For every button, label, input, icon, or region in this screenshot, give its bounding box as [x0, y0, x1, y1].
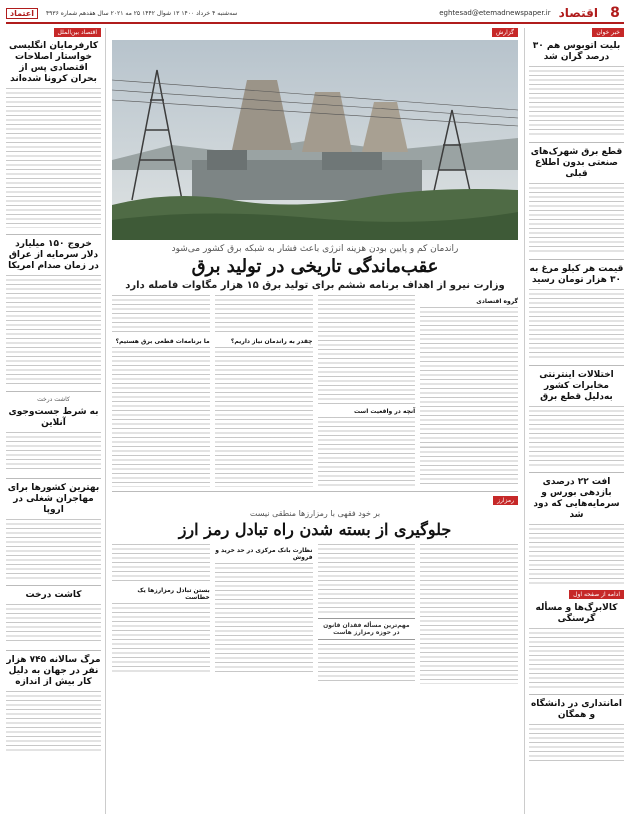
body-text: [529, 628, 624, 688]
body-text: [215, 563, 313, 673]
column-tag: اقتصاد بین‌الملل: [54, 28, 102, 37]
main-story-pretitle: راندمان کم و پایین بودن هزینه انرژی باعث فشار به شبکه برق کشور می‌شود: [171, 244, 459, 254]
side-story: [529, 147, 624, 253]
side-story-title: کاشت درخت: [25, 590, 82, 600]
divider: [112, 491, 518, 492]
side-story: [529, 41, 624, 136]
masthead: [6, 4, 624, 24]
story-tag: گزارش: [492, 28, 518, 37]
side-story: [6, 483, 101, 579]
body-text: [529, 289, 624, 359]
side-story-title: به شرط جست‌وجوی آنلاین: [8, 407, 99, 428]
side-story: [529, 603, 624, 688]
side-story-title: قیمت هر کیلو مرغ به ۳۰ هزار تومان رسید: [529, 264, 624, 285]
power-plant-image: [112, 40, 518, 240]
body-text: [420, 447, 518, 487]
page-number: 8: [610, 5, 620, 21]
subhead: نظارت بانک مرکزی در حد خرید و فروش: [215, 547, 313, 561]
main-story-headline: عقب‌ماندگی تاریخی در تولید برق: [191, 256, 439, 277]
body-text: [318, 544, 416, 614]
side-story-title: کالابرگ‌ها و مسأله گرسنگی: [535, 603, 618, 624]
side-story: [6, 655, 101, 751]
second-story-pretitle: بر خود فقهی با رمزارزها منطقی نیست: [249, 509, 381, 518]
body-text: [112, 347, 210, 487]
divider: [529, 142, 624, 143]
divider: [6, 650, 101, 651]
body-text: [215, 295, 313, 335]
body-text: [529, 524, 624, 584]
body-text: [420, 544, 518, 684]
divider: [6, 585, 101, 586]
story-tag: رمزارز: [493, 496, 518, 505]
subhead: آنچه در واقعیت است: [353, 408, 416, 415]
divider: [529, 259, 624, 260]
column-tag: ادامه از صفحه اول: [569, 590, 624, 599]
side-story-title: امانتداری در دانشگاه و همگان: [530, 699, 623, 720]
issue-line: سه‌شنبه ۴ خرداد ۱۴۰۰ ۱۳ شوال ۱۴۴۲ ۲۵ مه ۲۰۲۱ سال هفدهم شماره ۴۹۳۶: [45, 9, 238, 17]
body-text: [6, 691, 101, 751]
left-column: [6, 28, 106, 814]
main-story-subtitle: وزارت نیرو از اهداف برنامه ششم برای تولید برق ۱۵ هزار مگاوات فاصله دارد: [125, 280, 505, 291]
newspaper-logo: اعتماد: [6, 8, 38, 19]
side-story: [529, 699, 624, 764]
side-story: [6, 590, 101, 644]
body-text: [6, 432, 101, 472]
divider: [6, 391, 101, 392]
body-text: [6, 88, 101, 228]
power-plant-photo: [112, 40, 518, 240]
body-text: [112, 603, 210, 673]
body-text: [318, 295, 416, 405]
subhead: بستن تبادل رمزارزها یک خطاست: [137, 587, 210, 601]
divider: [529, 472, 624, 473]
divider: [529, 694, 624, 695]
body-text: [529, 724, 624, 764]
subhead: چقدر به راندمان نیاز داریم؟: [230, 338, 313, 345]
side-story-title: مرگ سالانه ۷۴۵ هزار نفر در جهان به دلیل کار بیش از اندازه: [6, 655, 101, 687]
body-text: [6, 604, 101, 644]
side-story: [529, 264, 624, 359]
side-story-title: خروج ۱۵۰ میلیارد دلار سرمایه از عراق در زمان صدام امریکا: [8, 239, 99, 271]
side-story: [6, 239, 101, 385]
subhead: ما برنامه‌ات قطعی برق هستیم؟: [115, 338, 210, 345]
body-text: [6, 519, 101, 579]
side-story-pretitle: کاشت درخت: [37, 396, 70, 403]
pull-quote: مهم‌ترین مسأله فقدان قانون در حوزه رمزارز هاست: [318, 618, 416, 640]
body-text: [529, 183, 624, 253]
divider: [6, 234, 101, 235]
body-text: [215, 347, 313, 487]
body-text: [529, 406, 624, 466]
second-story-headline: جلوگیری از بسته شدن راه تبادل رمز ارز: [178, 520, 452, 539]
side-story-title: کارفرمایان انگلیسی خواستار اصلاحات اقتصادی پس از بحران کرونا شده‌اند: [8, 41, 99, 84]
body-text: [6, 275, 101, 385]
right-column: [524, 28, 624, 814]
main-story-body: [112, 295, 518, 487]
column-tag: خبر خوان: [592, 28, 624, 37]
second-story-body: [112, 544, 518, 684]
body-text: [529, 66, 624, 136]
side-story: [529, 370, 624, 466]
side-story-title: قطع برق شهرک‌های صنعتی بدون اطلاع قبلی: [530, 147, 623, 179]
divider: [529, 365, 624, 366]
body-text: [318, 417, 416, 487]
main-column: [112, 28, 518, 814]
body-text: [420, 307, 518, 447]
side-story: [529, 477, 624, 584]
side-story-title: اختلالات اینترنتی مخابرات کشور به‌دلیل قطع برق: [539, 370, 614, 402]
side-story: [6, 396, 101, 472]
side-story-title: بلیت اتوبوس هم ۳۰ درصد گران شد: [532, 41, 621, 62]
subhead: گروه اقتصادی: [476, 298, 518, 305]
email-address[interactable]: eghtesad@etemadnewspaper.ir: [439, 9, 551, 17]
body-text: [112, 295, 210, 335]
side-story-title: افت ۲۲ درصدی بازدهی بورس و سرمایه‌هایی که دود شد: [533, 477, 620, 520]
body-text: [112, 544, 210, 584]
divider: [6, 478, 101, 479]
side-story: [6, 41, 101, 228]
side-story-title: بهترین کشورها برای مهاجران شغلی در اروپا: [7, 483, 100, 515]
section-title: اقتصاد: [558, 6, 598, 20]
body-text: [318, 644, 416, 684]
